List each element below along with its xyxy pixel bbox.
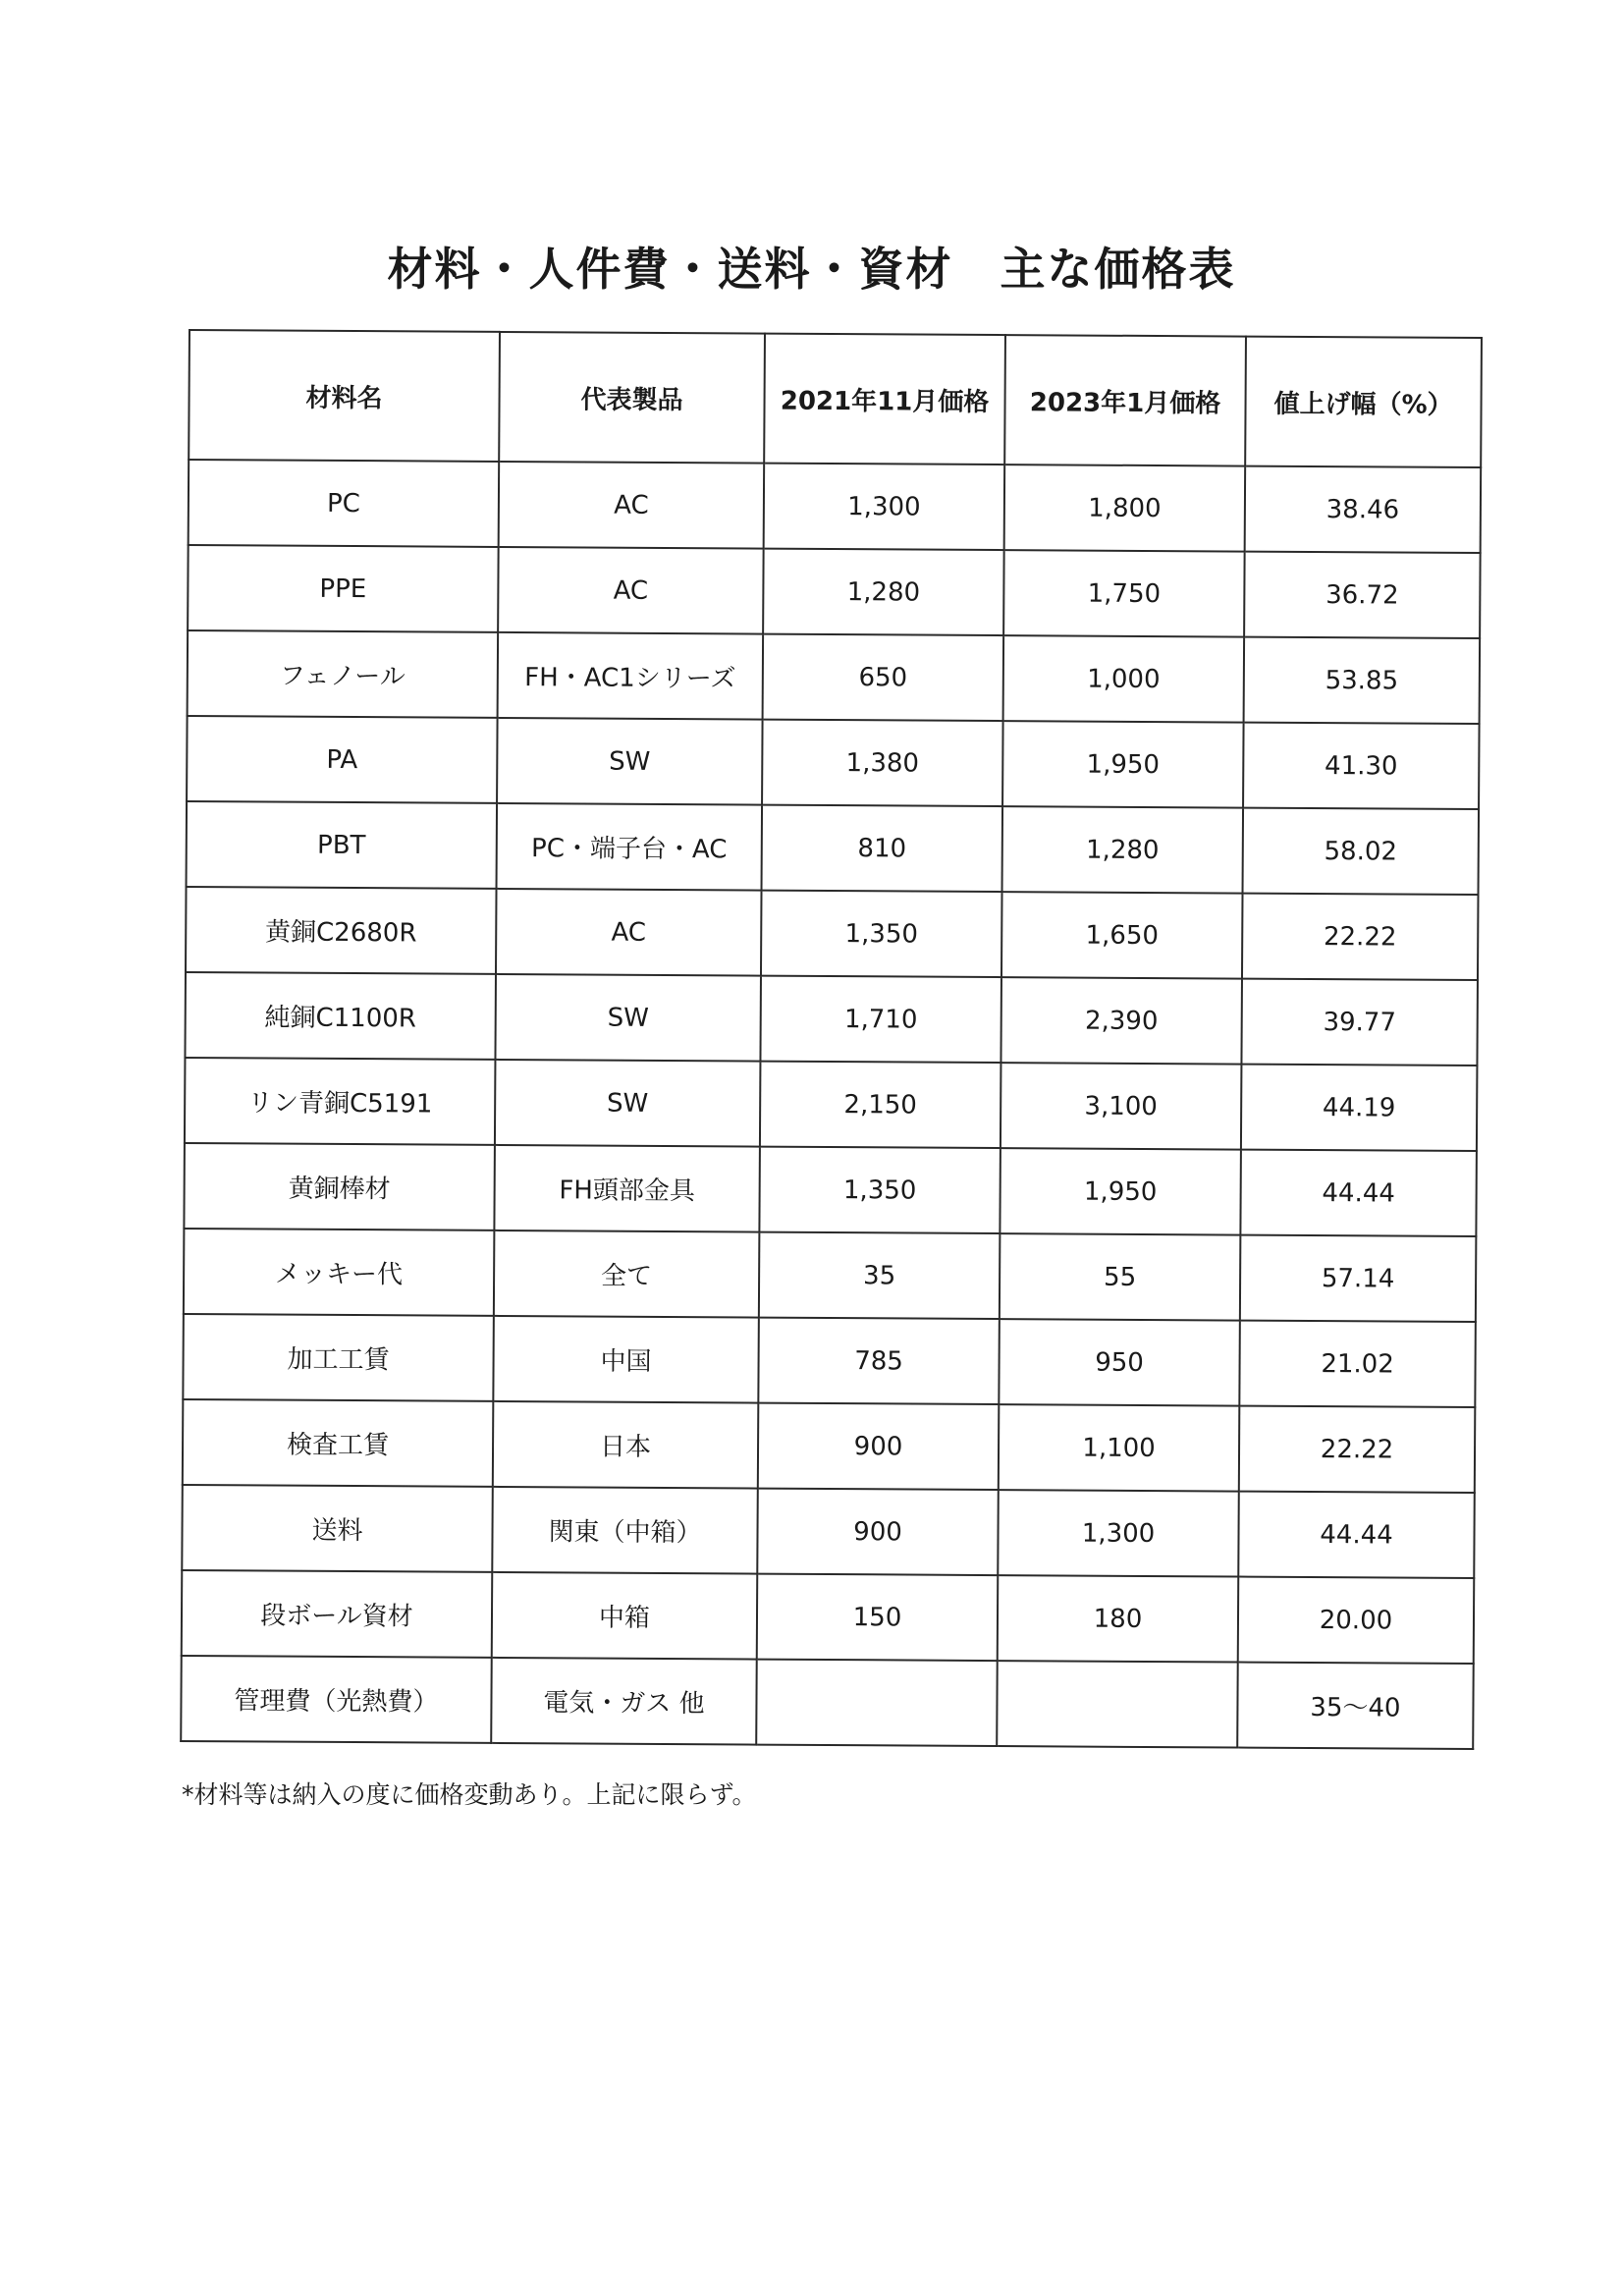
cell-price-2021-11: 1,380: [762, 720, 1003, 806]
table-row: [186, 887, 1479, 980]
cell-increase-rate: 21.02: [1239, 1321, 1476, 1407]
cell-price-2023-01: 1,800: [1004, 465, 1246, 551]
cell-material-name: リン青銅C5191: [185, 1058, 496, 1145]
cell-price-2023-01: 1,100: [999, 1404, 1240, 1491]
cell-price-2021-11: 650: [763, 634, 1004, 721]
cell-material-name: 送料: [182, 1485, 493, 1572]
cell-increase-rate: 22.22: [1242, 894, 1479, 980]
header-material-name: 材料名: [189, 330, 500, 462]
cell-increase-rate: 36.72: [1244, 552, 1481, 638]
cell-increase-rate: 20.00: [1238, 1577, 1475, 1664]
cell-price-2021-11: 785: [758, 1318, 1000, 1404]
cell-representative-product: 中国: [493, 1316, 759, 1403]
header-price-2021-11: 2021年11月価格: [764, 334, 1005, 465]
cell-representative-product: PC・端子台・AC: [497, 803, 763, 891]
cell-price-2023-01: 1,280: [1002, 806, 1244, 893]
header-increase-rate: 値上げ幅（%）: [1245, 337, 1482, 467]
cell-representative-product: AC: [499, 462, 765, 549]
cell-price-2023-01: [997, 1661, 1238, 1747]
table-row: [185, 1058, 1478, 1151]
cell-material-name: 段ボール資材: [182, 1570, 493, 1658]
cell-material-name: 黄銅棒材: [184, 1143, 495, 1230]
cell-price-2021-11: 2,150: [760, 1062, 1001, 1148]
cell-price-2023-01: 950: [999, 1319, 1240, 1405]
table-row: [187, 716, 1480, 809]
table-row: [182, 1570, 1475, 1664]
table-row: [183, 1399, 1476, 1493]
cell-price-2023-01: 1,950: [1000, 1148, 1241, 1234]
cell-material-name: メッキー代: [184, 1229, 495, 1316]
cell-representative-product: AC: [496, 889, 762, 976]
cell-material-name: PA: [187, 716, 498, 803]
cell-increase-rate: 57.14: [1240, 1235, 1477, 1322]
cell-representative-product: 全て: [494, 1230, 760, 1318]
table-header-row: [189, 330, 1482, 467]
cell-representative-product: SW: [495, 1060, 761, 1147]
cell-price-2021-11: 900: [758, 1403, 1000, 1490]
cell-price-2023-01: 3,100: [1001, 1063, 1242, 1149]
cell-increase-rate: 39.77: [1241, 979, 1478, 1066]
cell-material-name: 管理費（光熱費）: [181, 1656, 492, 1743]
cell-increase-rate: 35〜40: [1237, 1663, 1474, 1749]
table-row: [182, 1485, 1475, 1578]
cell-increase-rate: 53.85: [1244, 637, 1481, 724]
cell-increase-rate: 41.30: [1243, 723, 1480, 809]
cell-increase-rate: 44.44: [1238, 1492, 1475, 1578]
table-row: [184, 1229, 1477, 1322]
cell-increase-rate: 38.46: [1245, 466, 1482, 553]
cell-increase-rate: 44.19: [1241, 1065, 1478, 1151]
cell-price-2021-11: 35: [759, 1232, 1001, 1319]
cell-price-2021-11: 900: [757, 1489, 999, 1575]
cell-price-2021-11: 1,280: [763, 549, 1004, 635]
cell-representative-product: FH・AC1シリーズ: [498, 632, 764, 720]
price-table: [180, 329, 1483, 1750]
table-row: [181, 1656, 1474, 1749]
table-row: [185, 972, 1478, 1066]
cell-material-name: PPE: [188, 545, 499, 632]
table-body: [181, 460, 1481, 1749]
page-title: 材料・人件費・送料・資材 主な価格表: [387, 243, 1236, 296]
cell-price-2021-11: 1,350: [761, 891, 1002, 977]
cell-price-2023-01: 180: [998, 1575, 1239, 1662]
table-row: [188, 545, 1481, 638]
cell-increase-rate: 44.44: [1240, 1150, 1477, 1236]
cell-representative-product: SW: [497, 718, 763, 805]
cell-price-2021-11: 1,710: [760, 976, 1001, 1063]
cell-price-2023-01: 1,000: [1003, 635, 1245, 722]
header-representative-product: 代表製品: [499, 332, 765, 464]
cell-price-2021-11: 810: [762, 805, 1003, 892]
cell-price-2023-01: 1,750: [1003, 550, 1245, 636]
table-row: [183, 1314, 1476, 1407]
cell-representative-product: 電気・ガス 他: [491, 1658, 757, 1745]
cell-increase-rate: 58.02: [1243, 808, 1480, 895]
cell-price-2023-01: 1,300: [998, 1490, 1239, 1576]
cell-representative-product: 中箱: [492, 1572, 758, 1660]
table-row: [189, 460, 1482, 553]
cell-price-2023-01: 55: [1000, 1233, 1241, 1320]
cell-material-name: 検査工賃: [183, 1399, 494, 1487]
cell-price-2023-01: 1,950: [1002, 721, 1244, 807]
cell-representative-product: 関東（中箱）: [492, 1487, 758, 1574]
table-row: [188, 630, 1481, 724]
cell-price-2023-01: 2,390: [1001, 977, 1242, 1064]
cell-representative-product: AC: [498, 547, 764, 634]
cell-representative-product: 日本: [493, 1401, 759, 1489]
cell-increase-rate: 22.22: [1239, 1406, 1476, 1493]
cell-representative-product: SW: [495, 974, 761, 1062]
footnote: *材料等は納入の度に価格変動あり。上記に限らず。: [182, 1780, 757, 1809]
table-row: [187, 801, 1480, 895]
cell-material-name: 加工工賃: [183, 1314, 494, 1401]
cell-material-name: PBT: [187, 801, 498, 889]
table-row: [184, 1143, 1477, 1236]
cell-material-name: フェノール: [188, 630, 499, 718]
cell-price-2021-11: 150: [757, 1574, 999, 1661]
cell-material-name: 黄銅C2680R: [186, 887, 497, 974]
header-price-2023-01: 2023年1月価格: [1004, 335, 1246, 465]
cell-price-2023-01: 1,650: [1001, 892, 1243, 978]
cell-representative-product: FH頭部金具: [494, 1145, 760, 1232]
cell-price-2021-11: [756, 1660, 998, 1746]
cell-price-2021-11: 1,350: [759, 1147, 1001, 1233]
cell-material-name: 純銅C1100R: [185, 972, 496, 1060]
cell-material-name: PC: [189, 460, 500, 547]
cell-price-2021-11: 1,300: [764, 464, 1005, 550]
